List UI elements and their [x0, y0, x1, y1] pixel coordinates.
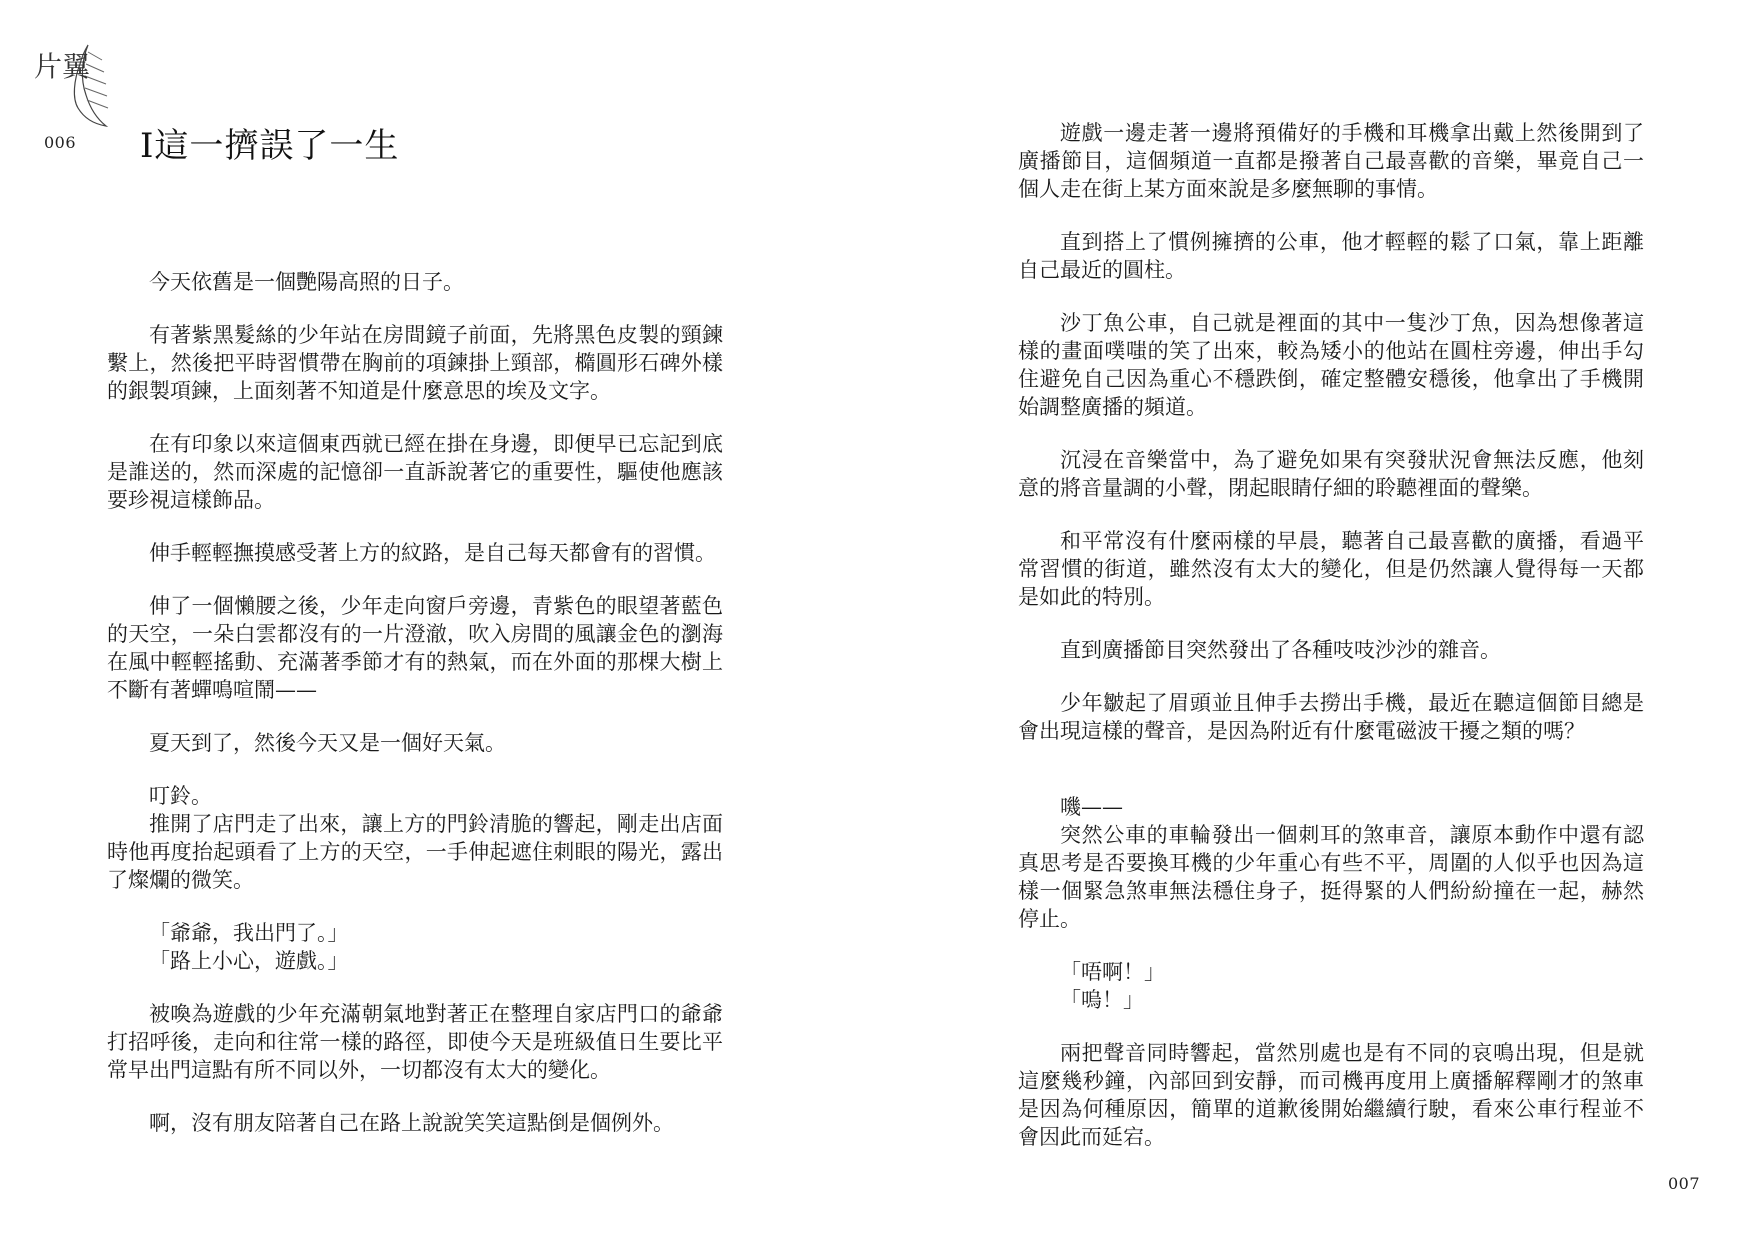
dialogue-line: 「唔啊！」: [1060, 960, 1165, 984]
chapter-title: I這一擠誤了一生: [140, 126, 400, 166]
paragraph: 在有印象以來這個東西就已經在掛在身邊，即便早已忘記到底是誰送的，然而深處的記憶卻一直訴說著它的重要性，驅使他應該要珍視這樣飾品。: [107, 432, 723, 512]
paragraph: 沙丁魚公車，自己就是裡面的其中一隻沙丁魚，因為想像著這樣的畫面噗嗤的笑了出來，較為矮小的他站在圓柱旁邊，伸出手勾住避免自己因為重心不穩跌倒，確定整體安穩後，他拿出了手機開始調整廣播的頻道。: [1018, 311, 1644, 419]
dialogue-line: 「嗚！」: [1060, 988, 1144, 1012]
page-number-right: 007: [1668, 1174, 1701, 1193]
dialogue-line: 「爺爺，我出門了。」: [149, 921, 349, 945]
left-page: [0, 0, 874, 1241]
paragraph: 直到廣播節目突然發出了各種吱吱沙沙的雜音。: [1060, 638, 1501, 662]
page-number-left: 006: [44, 133, 77, 152]
paragraph: 兩把聲音同時響起，當然別處也是有不同的哀鳴出現，但是就這麼幾秒鐘，內部回到安靜，而司機再度用上廣播解釋剛才的煞車是因為何種原因，簡單的道歉後開始繼續行駛，看來公車行程並不會因此而延宕。: [1018, 1041, 1644, 1149]
paragraph: 和平常沒有什麼兩樣的早晨，聽著自己最喜歡的廣播，看過平常習慣的街道，雖然沒有太大的變化，但是仍然讓人覺得每一天都是如此的特別。: [1018, 529, 1644, 609]
paragraph: 伸手輕輕撫摸感受著上方的紋路，是自己每天都會有的習慣。: [149, 541, 716, 565]
paragraph: 叮鈴。: [149, 784, 212, 808]
logo-glyph-1: 片翼: [34, 50, 91, 83]
paragraph: 被喚為遊戲的少年充滿朝氣地對著正在整理自家店門口的爺爺打招呼後，走向和往常一樣的路徑，即使今天是班級值日生要比平常早出門這點有所不同以外，一切都沒有太大的變化。: [107, 1002, 723, 1082]
paragraph: 少年皺起了眉頭並且伸手去撈出手機，最近在聽這個節目總是會出現這樣的聲音，是因為附近有什麼電磁波干擾之類的嗎？: [1018, 691, 1644, 743]
sound-effect: 嘰——: [1060, 795, 1123, 819]
paragraph: 直到搭上了慣例擁擠的公車，他才輕輕的鬆了口氣，靠上距離自己最近的圓柱。: [1018, 230, 1644, 282]
paragraph: 今天依舊是一個艷陽高照的日子。: [149, 270, 464, 294]
paragraph: 啊，沒有朋友陪著自己在路上說說笑笑這點倒是個例外。: [149, 1111, 674, 1135]
paragraph: 夏天到了，然後今天又是一個好天氣。: [149, 731, 506, 755]
paragraph: 推開了店門走了出來，讓上方的門鈴清脆的響起，剛走出店面時他再度抬起頭看了上方的天空，一手伸起遮住刺眼的陽光，露出了燦爛的微笑。: [107, 812, 723, 892]
left-text-column: [107, 268, 723, 1137]
right-page: [874, 0, 1749, 1241]
paragraph: 突然公車的車輪發出一個刺耳的煞車音，讓原本動作中還有認真思考是否要換耳機的少年重心有些不平，周圍的人似乎也因為這樣一個緊急煞車無法穩住身子，挺得緊的人們紛紛撞在一起，赫然停止。: [1018, 823, 1644, 931]
paragraph: 遊戲一邊走著一邊將預備好的手機和耳機拿出戴上然後開到了廣播節目，這個頻道一直都是撥著自己最喜歡的音樂，畢竟自己一個人走在街上某方面來說是多麼無聊的事情。: [1018, 121, 1644, 201]
wing-logo-icon: [30, 40, 110, 135]
paragraph: 有著紫黑髮絲的少年站在房間鏡子前面，先將黑色皮製的頸鍊繫上，然後把平時習慣帶在胸前的項鍊掛上頸部，橢圓形石碑外樣的銀製項鍊，上面刻著不知道是什麼意思的埃及文字。: [107, 323, 723, 403]
paragraph: 伸了一個懶腰之後，少年走向窗戶旁邊，青紫色的眼望著藍色的天空，一朵白雲都沒有的一片澄澈，吹入房間的風讓金色的瀏海在風中輕輕搖動、充滿著季節才有的熱氣，而在外面的那棵大樹上不斷有著蟬鳴喧鬧——: [107, 594, 723, 702]
paragraph: 沉浸在音樂當中，為了避免如果有突發狀況會無法反應，他刻意的將音量調的小聲，閉起眼睛仔細的聆聽裡面的聲樂。: [1018, 448, 1644, 500]
right-text-column: [1018, 119, 1644, 1151]
dialogue-line: 「路上小心，遊戲。」: [149, 949, 349, 973]
